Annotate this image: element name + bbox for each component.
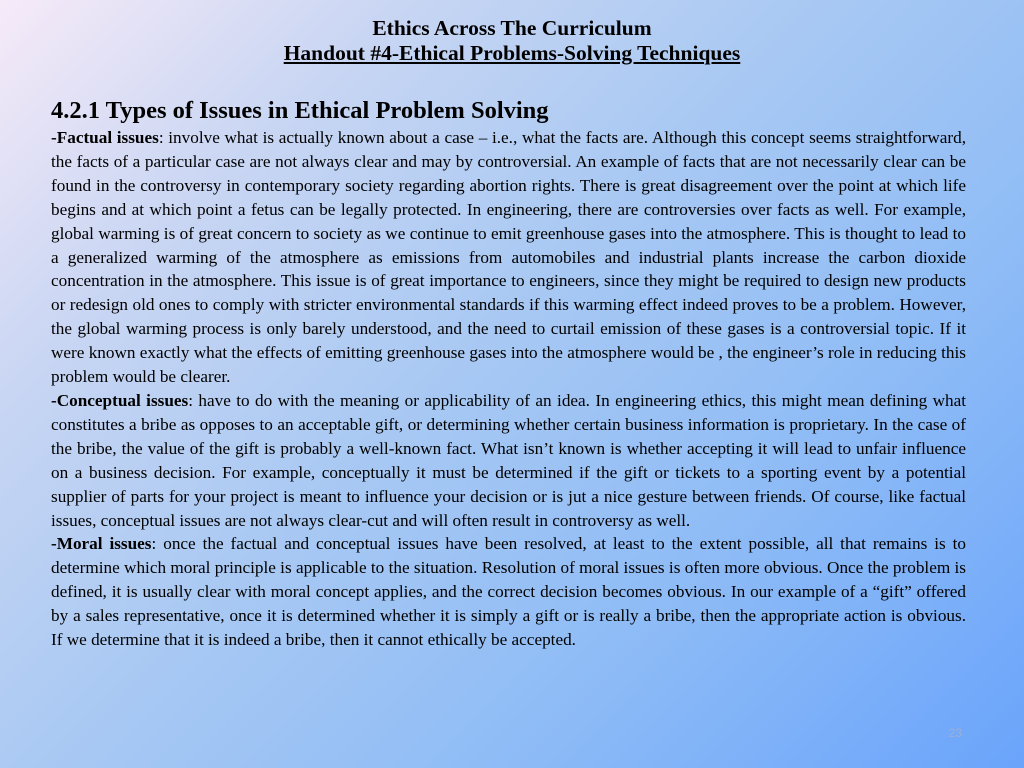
paragraph-term: -Factual issues (51, 128, 159, 147)
header-title: Ethics Across The Curriculum (372, 16, 652, 40)
page-number: 23 (948, 726, 962, 740)
paragraph-term: -Conceptual issues (51, 390, 189, 410)
factual-issues-paragraph (51, 126, 966, 389)
moral-issues-paragraph (51, 532, 966, 652)
conceptual-issues-paragraph (51, 389, 966, 532)
paragraph-text: : once the factual and conceptual issues have been resolved, at least to the extent possible, all that remains is to determine which moral principle is applicable to the situation. Resolution of moral issues is often more obvious. Once the problem is defined, it is usually clear with moral concept applies, and the correct decision becomes obvious. In our example of a “gift” offered by a sales representative, once it is determined whether it is simply a gift or is really a bribe, then the appropriate action is obvious. If we determine that it is indeed a bribe, then it cannot ethically be accepted. (51, 534, 966, 650)
section-heading: 4.2.1 Types of Issues in Ethical Problem Solving (51, 97, 549, 124)
header-subtitle: Handout #4-Ethical Problems-Solving Techniques (283, 41, 741, 65)
paragraph-term: -Moral issues (51, 534, 152, 554)
slide-header (0, 16, 1024, 66)
paragraph-text: : involve what is actually known about a case – i.e., what the facts are. Although this concept seems straightforward, the facts of a particular case are not always clear and may by controversial. An example of facts that are not necessarily clear can be found in the controversy in contemporary society regarding abortion rights. There is great disagreement over the point at which life begins and at which point a fetus can be legally protected. In engineering, there are controversies over facts as well. For example, global warming is of great concern to society as we continue to emit greenhouse gases into the atmosphere. This is thought to lead to a generalized warming of the atmosphere as emissions from automobiles and industrial plants increase the carbon dioxide concentration in the atmosphere. This issue is of great importance to engineers, since they might be required to design new products or redesign old ones to comply with stricter environmental standards if this warming effect indeed proves to be a problem. However, the global warming process is only barely understood, and the need to curtail emission of these gases is a controversial topic. If it were known exactly what the effects of emitting greenhouse gases into the atmosphere would be , the engineer’s role in reducing this problem would be clearer. (51, 128, 967, 387)
paragraph-text: : have to do with the meaning or applicability of an idea. In engineering ethics, this might mean defining what constitutes a bribe as opposes to an acceptable gift, or determining whether certain business information is proprietary. In the case of the bribe, the value of the gift is probably a well-known fact. What isn’t known is whether accepting it will lead to unfair influence on a business decision. For example, conceptually it must be determined if the gift or tickets to a sporting event by a potential supplier of parts for your project is meant to influence your decision or is jut a nice gesture between friends. Of course, like factual issues, conceptual issues are not always clear-cut and will often result in controversy as well. (51, 390, 966, 530)
slide-content (51, 96, 966, 652)
